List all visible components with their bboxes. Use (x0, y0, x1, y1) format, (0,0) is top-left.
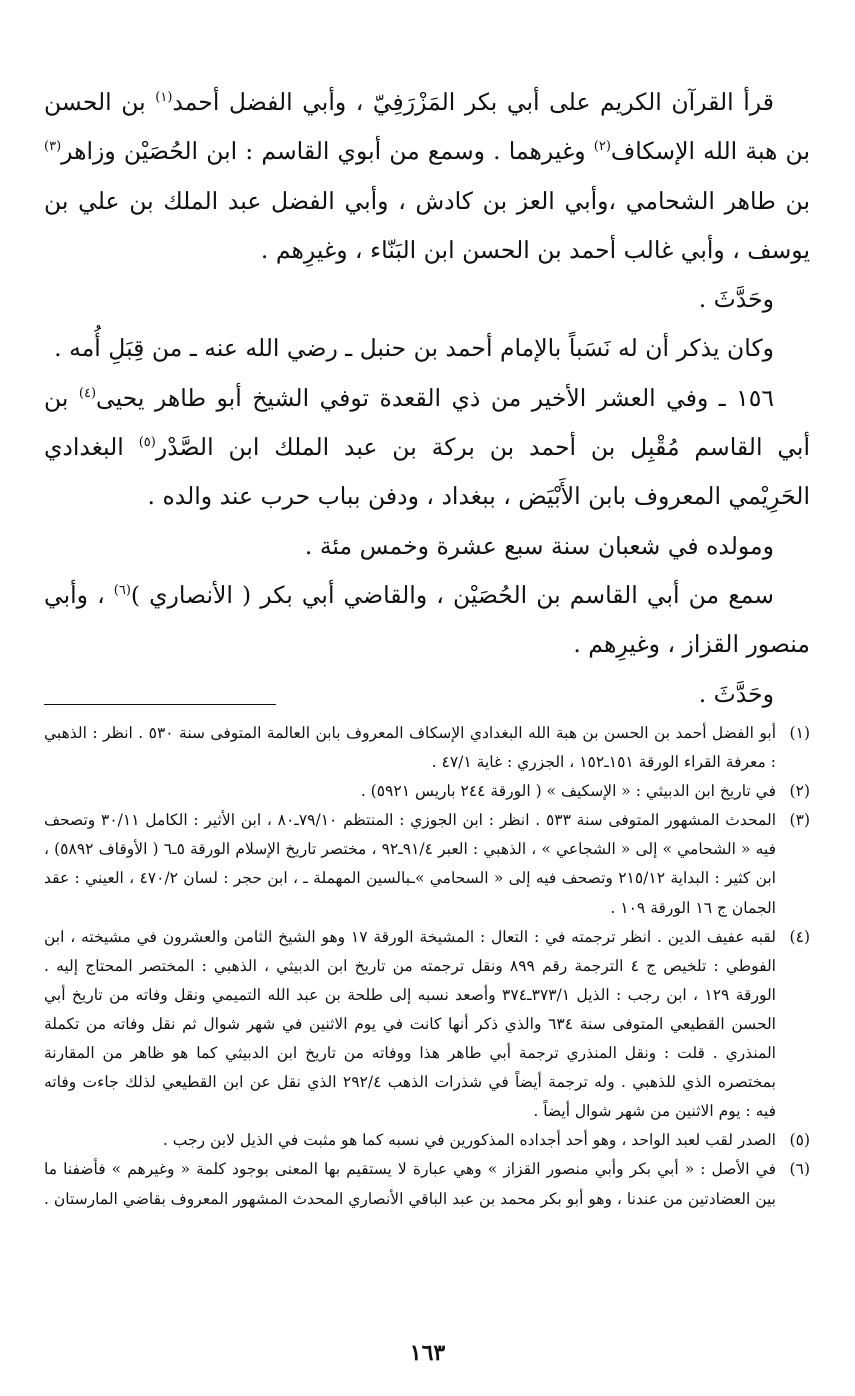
text-run: بن أبي القاسم مُقْبِل بن أحمد بن بركة بن عبد الملك ابن الصَّدْر (44, 383, 810, 462)
footnote-4 (44, 923, 810, 1127)
text-run: بن الحسن بن هبة الله الإسكاف (44, 88, 810, 166)
footnote-text: أبو الفضل أحمد بن الحسن بن هبة الله البغدادي الإسكاف المعروف بابن العالمة المتوفى سنة ٥٣٠ . انظر : الذهبي : معرفة القراء الورقة ١٥١ـ١٥٢ ، الجزري : غاية ٤٧/١ . (44, 724, 777, 772)
footnote-text: الصدر لقب لعبد الواحد ، وهو أحد أجداده المذكورين في نسبه كما هو مثبت في الذيل لابن رجب . (162, 1131, 776, 1150)
footnote-ref: (٢) (593, 139, 611, 155)
text-run: سمع من أبي القاسم بن الحُصَيْن ، والقاضي أبي بكر ( الأنصاري ) (130, 580, 774, 609)
footnote-ref: (٥) (138, 435, 156, 451)
book-page (44, 78, 810, 1208)
footnote-ref: (٣) (44, 139, 62, 155)
footnote-ref: (٤) (78, 385, 97, 401)
footnote-divider (44, 704, 276, 705)
paragraph-narrated-1 (44, 275, 810, 324)
footnote-ref: (١) (155, 90, 173, 106)
text-run: ومولده في شعبان سنة سبع عشرة وخمس مئة . (304, 531, 774, 560)
footnote-text: لقبه عفيف الدين . انظر ترجمته في : التعال : المشيخة الورقة ١٧ وهو الشيخ الثامن والعشرون في مشيخته ، ابن الفوطي : تلخيص ج ٤ الترجمة رقم ٨٩٩ ونقل ترجمته من تاريخ ابن الدبيثي ، الذهبي : المختصر المحتاج إليه . الورقة ١٢٩ ، ابن رجب : الذيل ٣٧٣/١ـ٣٧٤ وأصعد نسبه إلى طلحة بن عبد الله التميمي ونقل وفاته من تاريخ أبي الحسن القطيعي المتوفى سنة ٦٣٤ والذي ذكر أنها كانت في يوم الاثنين في شهر شوال ثم نقل وفاته من تكملة المنذري . قلت : ونقل المنذري ترجمة أبي طاهر هذا ووفاته من تاريخ ابن الدبيثي كما هو ظاهر من المقارنة بمختصره الذي للذهبي . وله ترجمة أيضاً في شذرات الذهب ٢٩٢/٤ الذي نقل عن ابن القطيعي لذلك جاءت وفاته فيه : يوم الاثنين من شهر شوال أيضاً . (44, 927, 776, 1121)
footnote-number: (٦) (789, 1160, 810, 1179)
text-run: بن طاهر الشحامي ،وأبي العز بن كادش ، وأبي الفضل عبد الملك بن علي بن يوسف ، وأبي غالب أحمد بن الحسن ابن البَنّاء ، وغيرِهم . (44, 186, 810, 264)
footnote-number: (٢) (789, 782, 810, 801)
footnote-2 (44, 777, 810, 806)
footnote-text: في تاريخ ابن الدبيثي : « الإسكيف » ( الورقة ٢٤٤ باريس ٥٩٢١) . (360, 782, 776, 801)
footnote-6 (44, 1155, 810, 1213)
paragraph-narrated-2 (44, 670, 810, 719)
footnote-text: في الأصل : « أبي بكر وأبي منصور القزاز » وهي عبارة لا يستقيم بها المعنى بوجود كلمة « وغيرهم » فأضفنا ما بين العضادتين من عندنا ، وهو أبو بكر محمد بن عبد الباقي الأنصاري المحدث المشهور المعروف بقاضي المارستان . (44, 1160, 776, 1208)
text-run: وحَدَّثَ . (698, 679, 774, 708)
footnote-1 (44, 719, 810, 777)
text-run: ١٥٦ ـ وفي العشر الأخير من ذي القعدة توفي الشيخ أبو طاهر يحيى (96, 383, 774, 412)
footnote-number: (٥) (789, 1131, 810, 1150)
footnote-3 (44, 806, 810, 922)
paragraph-lineage (44, 324, 810, 373)
paragraph-entry-156 (44, 374, 810, 522)
footnote-number: (١) (789, 724, 810, 742)
text-run: وكان يذكر أن له نَسَباً بالإمام أحمد بن حنبل ـ رضي الله عنه ـ من قِبَلِ أُمه . (54, 334, 774, 363)
footnote-number: (٣) (789, 811, 810, 830)
text-run: وحَدَّثَ . (698, 285, 774, 314)
paragraph-heard-from (44, 571, 810, 670)
text-run: وغيرهما . وسمع من أبوي القاسم : ابن الحُصَيْن وزاهر (61, 137, 594, 166)
text-run: البغدادي الحَرِيْمي المعروف بابن الأَبْيَض ، ببغداد ، ودفن بباب حرب عند والده . (44, 433, 810, 511)
paragraph-reading (44, 78, 810, 275)
paragraph-birth (44, 522, 810, 571)
footnote-number: (٤) (789, 927, 810, 946)
footnotes (44, 719, 810, 1214)
page-number: ١٦٣ (409, 1340, 446, 1366)
text-run: ، وأبي منصور القزاز ، وغيرِهم . (44, 580, 810, 659)
text-run: قرأ القرآن الكريم على أبي بكر المَزْرَفِيّ ، وأبي الفضل أحمد (172, 88, 774, 116)
footnote-5 (44, 1126, 810, 1155)
footnote-ref: (٦) (113, 583, 131, 599)
footnote-text: المحدث المشهور المتوفى سنة ٥٣٣ . انظر : ابن الجوزي : المنتظم ٧٩/١٠ـ٨٠ ، ابن الأثير : الكامل ٣٠/١١ وتصحف فيه « الشحامي » إلى « الشجاعي » ، الذهبي : العبر ٩١/٤ـ٩٢ ، مختصر تاريخ الإسلام الورقة ٥ـ٦ ( الأوقاف ٥٨٩٢) ، ابن كثير : البداية ٢١٥/١٢ وتصحف فيه إلى « السحامي »ـبالسين المهملة ـ ، ابن حجر : لسان ٤٧٠/٢ ، العيني : عقد الجمان ج ١٦ الورقة ١٠٩ . (44, 811, 776, 917)
main-text (44, 78, 810, 719)
